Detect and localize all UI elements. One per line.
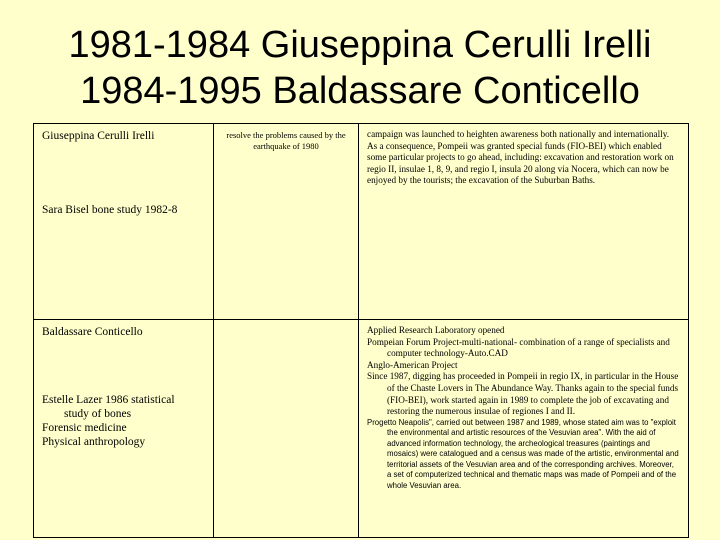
slide-title [0, 22, 720, 114]
list-item: Pompeian Forum Project-multi-national- combination of a range of specialists and computer technology-Auto.CAD [367, 336, 670, 359]
neapolis-note: Progetto Neapolis", carried out between 1987 and 1989, whose stated aim was to "exploit the environmental and artistic resources of the Vesuvian area". With the aid of advanced information technology, the archeological treasures (paintings and mosaics) were catalogued and a census was made of the artistic, environmental and territorial assets of the Vesuvian area and of the corresponding archives. Moreover, a set of computerized technical and thematic maps was made of Pompeii and of the whole Vesuvian area. [367, 417, 679, 490]
row2-forensic: Forensic medicine [42, 422, 127, 434]
title-line-1: 1981-1984 Giuseppina Cerulli Irelli [68, 24, 652, 66]
row2-director-name: Baldassare Conticello [42, 326, 143, 338]
row1-col1-cell [34, 124, 214, 320]
content-table [33, 123, 689, 538]
row1-study-note: Sara Bisel bone study 1982-8 [42, 204, 178, 216]
row1-col3-text: campaign was launched to heighten awareness both nationally and internationally. As a consequence, Pompeii was granted special funds (FIO-BEI) which enabled some particular projects to go ahead, including: excavation and restoration work on regio II, insulae 1, 8, 9, and regio I, insula 20 along via Nocera, which can now be enjoyed by the tourists; the excavation of the Suburban Baths. [367, 129, 674, 186]
row1-director-name: Giuseppina Cerulli Irelli [42, 130, 155, 142]
list-item: Anglo-American Project [367, 359, 458, 370]
table-row [34, 320, 689, 538]
row1-col3-cell [359, 124, 689, 320]
row2-col2-cell [214, 320, 359, 538]
row2-study-line-1: Estelle Lazer 1986 statistical [42, 394, 175, 406]
row1-col2-cell [214, 124, 359, 320]
list-item: Since 1987, digging has proceeded in Pompeii in regio IX, in particular in the House of the Chaste Lovers in The Abundance Way. Thanks again to the special funds (FIO-BEI), work started again in 1989 to complete the job of excavating and restoring the numerous insulae of regiones I and II. [367, 371, 679, 417]
row2-physical: Physical anthropology [42, 436, 146, 448]
title-line-2: 1984-1995 Baldassare Conticello [80, 70, 640, 112]
row2-col3-cell [359, 320, 689, 538]
list-item: Applied Research Laboratory opened [367, 325, 505, 335]
row2-col1-cell [34, 320, 214, 538]
row2-study-line-2: study of bones [64, 408, 132, 420]
row1-col2-text: resolve the problems caused by the earthquake of 1980 [226, 130, 346, 151]
table-row [34, 124, 689, 320]
